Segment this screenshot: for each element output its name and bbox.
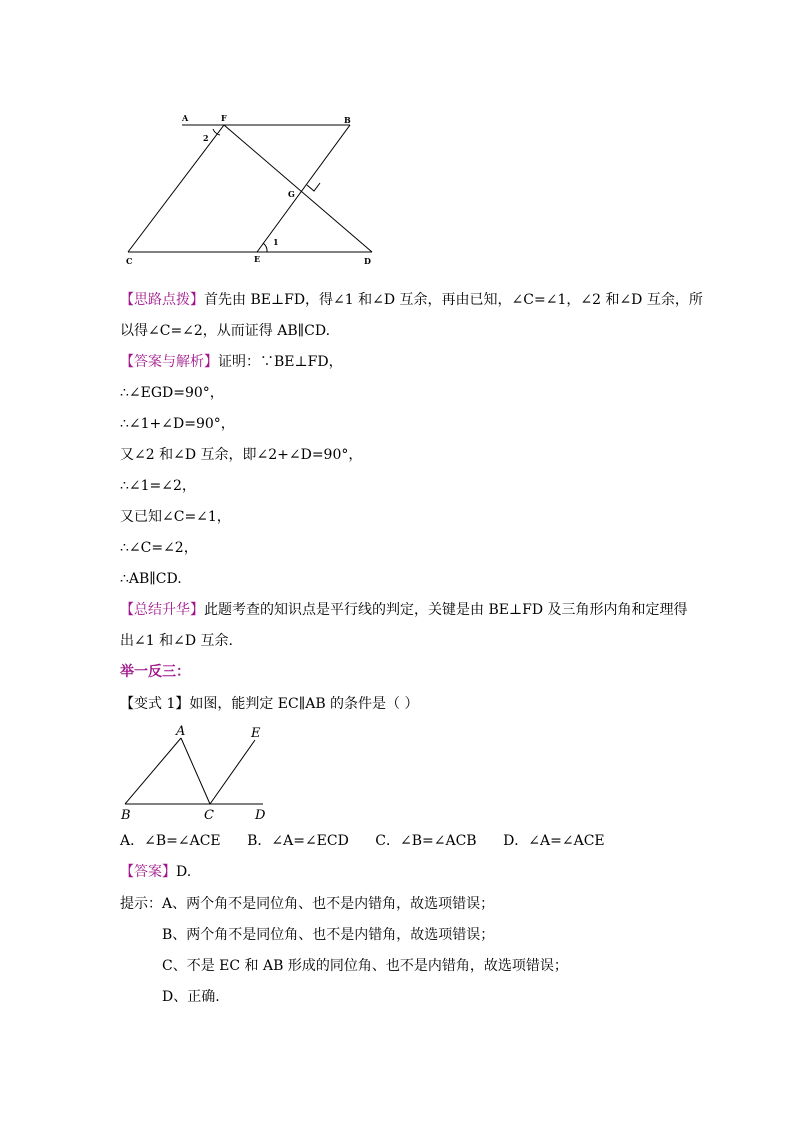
option-a: A．∠B=∠ACE xyxy=(120,833,221,849)
label-C: C xyxy=(204,808,214,823)
summary-line-2 xyxy=(120,631,233,651)
proof-step: ∴∠EGD=90°， xyxy=(120,385,224,401)
proof-step: ∴∠C=∠2， xyxy=(120,540,198,556)
hint-text-1: 首先由 BE⊥FD，得∠1 和∠D 互余，再由已知，∠C=∠1，∠2 和∠D 互余，所 xyxy=(204,292,703,308)
section-heading: 举一反三： xyxy=(120,664,190,680)
label-E: E xyxy=(251,726,261,741)
label-B: B xyxy=(121,808,131,823)
option-b: B．∠A=∠ECD xyxy=(247,833,349,849)
label-E: E xyxy=(254,254,261,264)
explanation-item: D、正确. xyxy=(162,989,220,1005)
geometry-figure-variant xyxy=(115,718,275,826)
proof-step: 又已知∠C=∠1， xyxy=(120,509,231,525)
hint-line-2 xyxy=(120,321,330,341)
options-row xyxy=(120,831,627,851)
angle-1-arc xyxy=(263,243,267,252)
analysis-tag: 【答案与解析】 xyxy=(120,354,218,370)
analysis-first: 证明：∵BE⊥FD， xyxy=(218,354,343,370)
line-CE xyxy=(210,740,255,804)
line-AC xyxy=(181,738,210,804)
summary-text-1: 此题考查的知识点是平行线的判定，关键是由 BE⊥FD 及三角形内角和定理得 xyxy=(204,602,688,618)
label-C: C xyxy=(126,256,133,266)
explanation-lead: 提示： xyxy=(120,896,162,912)
option-c: C．∠B=∠ACB xyxy=(375,833,477,849)
geometry-figure-parallel-lines xyxy=(110,105,390,270)
answer-value: D. xyxy=(176,864,192,880)
summary-text-2: 出∠1 和∠D 互余. xyxy=(120,633,233,649)
line-BA xyxy=(125,738,181,804)
label-D: D xyxy=(364,256,371,266)
hint-tag: 【思路点拨】 xyxy=(120,292,204,308)
summary-line-1 xyxy=(120,600,688,620)
label-angle-2: 2 xyxy=(203,133,209,143)
label-angle-1: 1 xyxy=(273,237,279,247)
right-angle-mark xyxy=(307,183,320,191)
variant-question-line xyxy=(120,694,419,714)
hint-text-2: 以得∠C=∠2，从而证得 AB∥CD. xyxy=(120,323,331,339)
label-A: A xyxy=(182,113,189,123)
line-FD xyxy=(224,125,372,252)
analysis-line-1 xyxy=(120,352,343,372)
variant-tag: 【变式 1】 xyxy=(120,696,190,712)
label-F: F xyxy=(221,113,227,123)
proof-step: 又∠2 和∠D 互余，即∠2+∠D=90°， xyxy=(120,447,363,463)
explanation-item: B、两个角不是同位角、也不是内错角，故选项错误； xyxy=(162,927,495,943)
hint-line-1 xyxy=(120,290,703,310)
answer-tag: 【答案】 xyxy=(120,864,176,880)
label-A: A xyxy=(176,724,186,739)
summary-tag: 【总结升华】 xyxy=(120,602,204,618)
option-d: D．∠A=∠ACE xyxy=(503,833,605,849)
explanation-item: C、不是 EC 和 AB 形成的同位角、也不是内错角，故选项错误； xyxy=(162,958,568,974)
proof-step: ∴∠1=∠2， xyxy=(120,478,196,494)
line-FC xyxy=(128,125,224,252)
proof-step: ∴AB∥CD. xyxy=(120,571,182,587)
explanation-item: A、两个角不是同位角、也不是内错角，故选项错误； xyxy=(162,896,495,912)
answer-line xyxy=(120,862,191,882)
line-BE xyxy=(257,125,350,252)
proof-step: ∴∠1+∠D=90°， xyxy=(120,416,235,432)
label-G: G xyxy=(288,189,295,199)
label-B: B xyxy=(344,115,351,125)
variant-question: 如图，能判定 EC∥AB 的条件是（ ） xyxy=(189,696,419,712)
explanation-line-1 xyxy=(120,894,494,914)
label-D: D xyxy=(255,808,266,823)
